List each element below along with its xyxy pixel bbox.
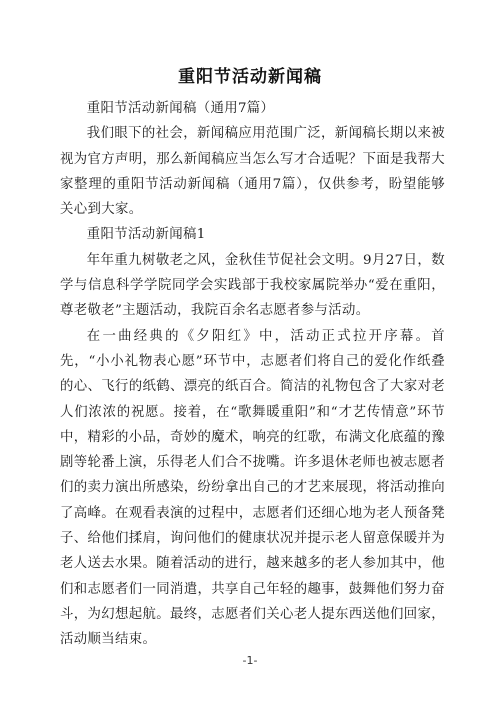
- page-number: -1-: [242, 654, 258, 667]
- body-paragraph: 年年重九树敬老之风，金秋佳节促社会文明。9月27日，数学与信息科学学院同学会实践部于我校家属院举办“爱在重阳，尊老敬老”主题活动，我院百余名志愿者参与活动。: [60, 252, 445, 319]
- body-paragraph: 在一曲经典的《夕阳红》中，活动正式拉开序幕。首先，“小小礼物表心愿”环节中，志愿者们将自己的爱化作纸叠的心、飞行的纸鹤、漂亮的纸百合。简洁的礼物包含了大家对老人们浓浓的祝愿。接着，在“歌舞暖重阳”和“才艺传情意”环节中，精彩的小品，奇妙的魔术，响亮的红歌，布满文化底蕴的豫剧等轮番上演，乐得老人们合不拢嘴。许多退休老师也被志愿者们的卖力演出所感染，纷纷拿出自己的才艺来展现，将活动推向了高峰。在观看表演的过程中，志愿者们还细心地为老人预备凳子、给他们揉肩，询问他们的健康状况并提示老人留意保暖并为老人送去水果。随着活动的进行，越来越多的老人参加其中，他们和志愿者们一同消遣，共享自己年轻的趣事，鼓舞他们努力奋斗，为幻想起航。最终，志愿者们关心老人提东西送他们回家，活动顺当结束。: [60, 328, 445, 648]
- section-heading: 重阳节活动新闻稿1: [86, 227, 206, 243]
- document-body: [60, 96, 445, 653]
- subtitle-line: 重阳节活动新闻稿（通用7篇）: [86, 101, 275, 116]
- document-title: 重阳节活动新闻稿: [178, 67, 322, 87]
- intro-paragraph: 我们眼下的社会，新闻稿应用范围广泛，新闻稿长期以来被视为官方声明，那么新闻稿应当怎么写才合适呢？下面是我帮大家整理的重阳节活动新闻稿（通用7篇），仅供参考，盼望能够关心到大家。: [60, 126, 445, 218]
